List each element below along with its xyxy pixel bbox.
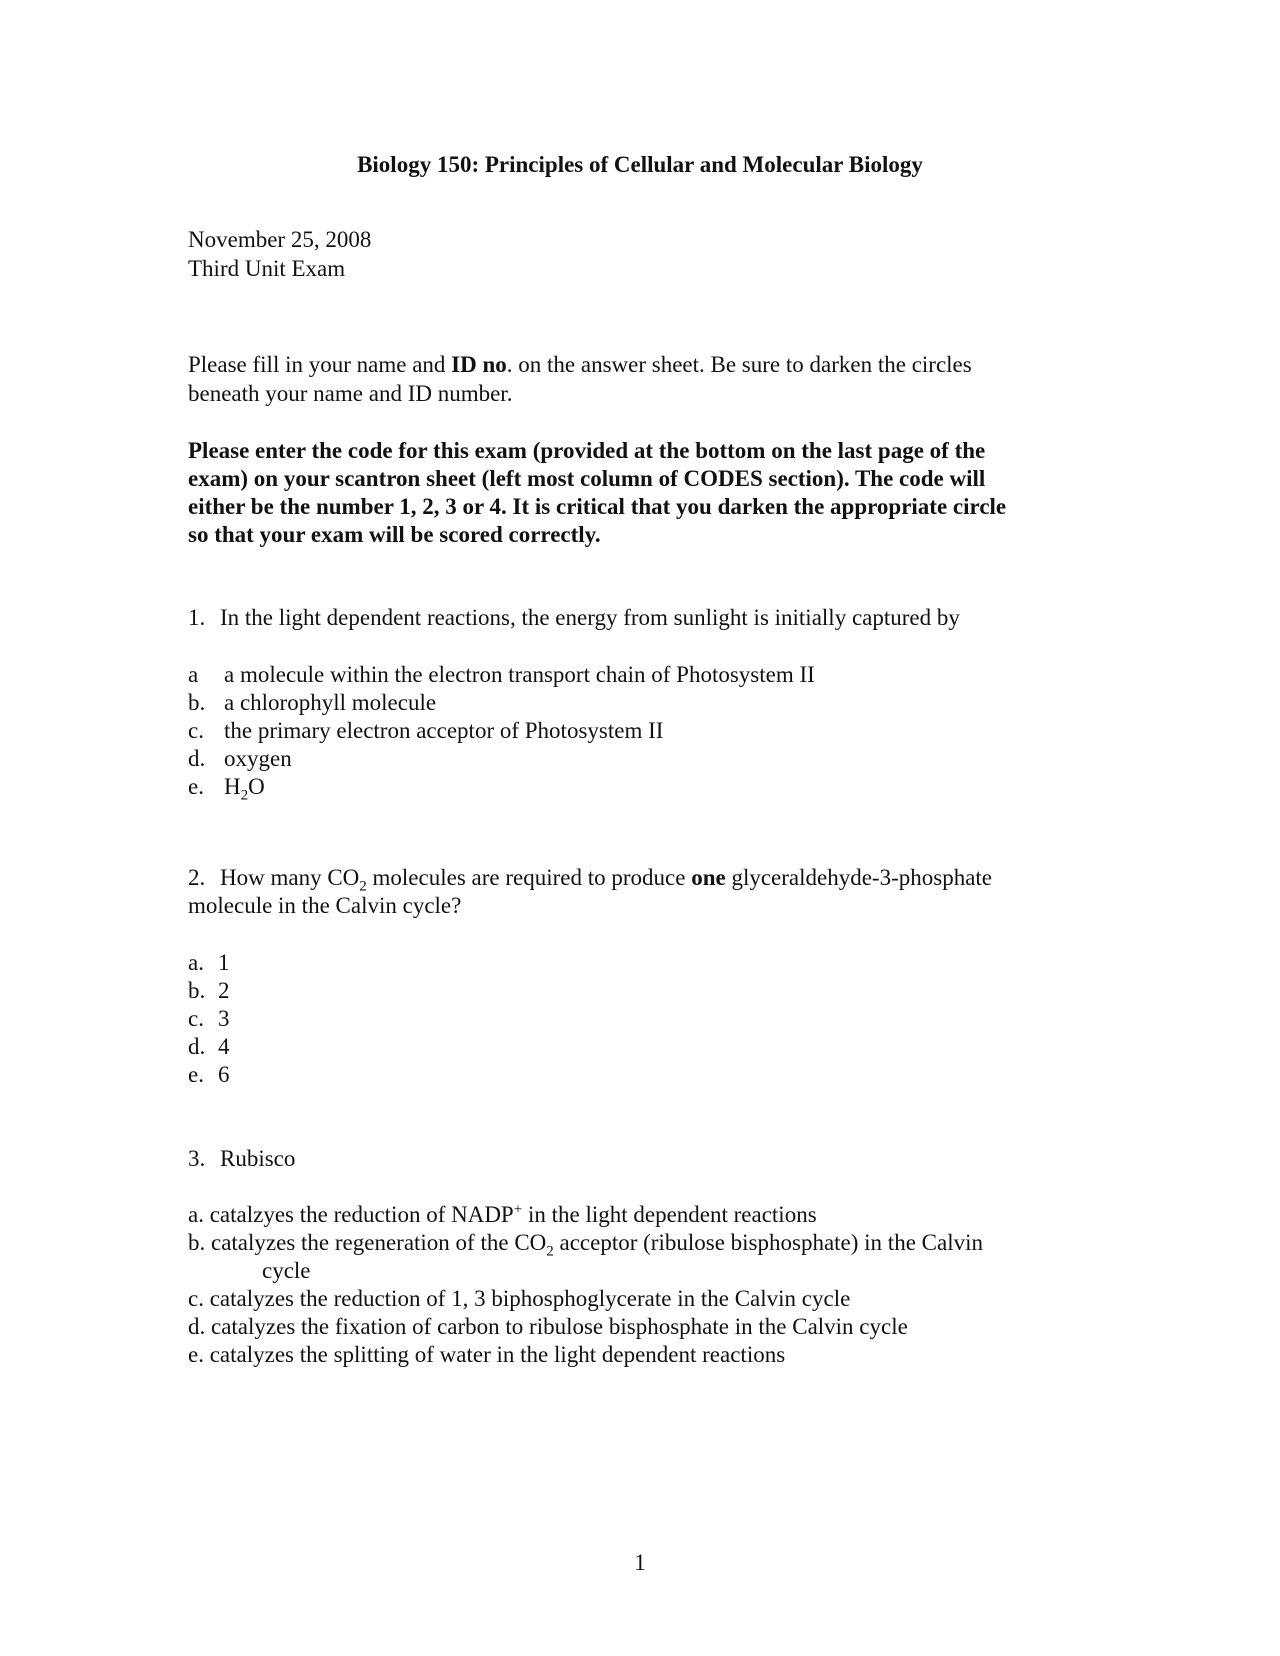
option-text-post: acceptor (ribulose bisphosphate) in the Calvin — [553, 1230, 983, 1255]
option-text: catalyzes the fixation of carbon to ribulose bisphosphate in the Calvin cycle — [211, 1314, 908, 1339]
option-label: b. — [188, 978, 206, 1003]
instruction-bold-id: ID no — [451, 352, 507, 377]
option-3a[interactable] — [188, 1200, 817, 1229]
option-text-sub: 2 — [546, 1243, 554, 1260]
option-text: the primary electron acceptor of Photosystem II — [224, 718, 664, 743]
exam-name: Third Unit Exam — [188, 256, 346, 281]
option-text-post: O — [248, 774, 265, 799]
option-text-sub: 2 — [240, 787, 249, 804]
question-2 — [188, 863, 993, 895]
question-1 — [188, 603, 960, 632]
option-3e[interactable] — [188, 1340, 785, 1369]
instruction-paragraph-1 — [188, 350, 1028, 408]
question-3 — [188, 1144, 295, 1173]
option-text-pre: H — [224, 774, 241, 799]
option-text: 2 — [218, 978, 230, 1003]
instruction-line-4: so that your exam will be scored correctly. — [188, 522, 601, 547]
option-text: oxygen — [224, 746, 292, 771]
option-text-post: in the light dependent reactions — [522, 1202, 817, 1227]
question-number: 3. — [188, 1146, 206, 1171]
option-2d[interactable] — [188, 1032, 230, 1061]
option-label: c. — [188, 1006, 204, 1031]
option-text: catalyzes the reduction of 1, 3 biphosphoglycerate in the Calvin cycle — [209, 1286, 851, 1311]
option-text: 1 — [218, 950, 230, 975]
instruction-text-end: . on the answer sheet. Be sure to darken the circles beneath your name and ID number. — [188, 352, 972, 406]
option-label: a — [188, 662, 199, 687]
option-label: a. — [188, 1202, 204, 1227]
option-3b-continuation: cycle — [262, 1258, 311, 1283]
question-text-sub: 2 — [359, 878, 367, 895]
option-2a[interactable] — [188, 948, 230, 977]
option-text: 4 — [218, 1034, 230, 1059]
option-text-pre: catalyzes the regeneration of the CO — [211, 1230, 547, 1255]
exam-date: November 25, 2008 — [188, 227, 372, 252]
instruction-line-1: Please enter the code for this exam (provided at the bottom on the last page of the — [188, 438, 986, 463]
option-text-pre: catalzyes the reduction of NADP — [209, 1202, 514, 1227]
option-text: 3 — [218, 1006, 230, 1031]
question-text-bold: one — [691, 865, 726, 890]
option-label: b. — [188, 690, 206, 715]
option-3c[interactable] — [188, 1284, 850, 1313]
question-number: 1. — [188, 605, 206, 630]
option-label: d. — [188, 746, 206, 771]
option-1b[interactable] — [188, 688, 436, 717]
option-1c[interactable] — [188, 716, 663, 745]
option-text: 6 — [218, 1062, 230, 1087]
question-text-post: glyceraldehyde-3-phosphate — [725, 865, 993, 890]
option-label: e. — [188, 1062, 204, 1087]
question-number: 2. — [188, 865, 206, 890]
question-text: In the light dependent reactions, the energy from sunlight is initially captured by — [220, 605, 960, 630]
option-label: d. — [188, 1034, 206, 1059]
option-2c[interactable] — [188, 1004, 230, 1033]
option-3d[interactable] — [188, 1312, 908, 1341]
question-text-mid: molecules are required to produce — [366, 865, 692, 890]
instruction-line-3: either be the number 1, 2, 3 or 4. It is critical that you darken the appropriate circle — [188, 494, 1007, 519]
option-label: e. — [188, 774, 204, 799]
instruction-text: Please fill in your name and — [188, 352, 452, 377]
option-text: a chlorophyll molecule — [224, 690, 437, 715]
option-label: b. — [188, 1230, 206, 1255]
question-text: Rubisco — [220, 1146, 296, 1171]
option-3b[interactable] — [188, 1228, 983, 1260]
page-title: Biology 150: Principles of Cellular and Molecular Biology — [357, 152, 923, 177]
option-text-sup: + — [513, 1201, 523, 1218]
option-text: catalyzes the splitting of water in the light dependent reactions — [209, 1342, 786, 1367]
option-label: e. — [188, 1342, 204, 1367]
option-label: c. — [188, 1286, 204, 1311]
option-1d[interactable] — [188, 744, 292, 773]
option-label: c. — [188, 718, 204, 743]
option-1a[interactable] — [188, 660, 815, 689]
question-2-line-2: molecule in the Calvin cycle? — [188, 893, 462, 918]
instruction-line-2: exam) on your scantron sheet (left most column of CODES section). The code will — [188, 466, 986, 491]
option-2b[interactable] — [188, 976, 230, 1005]
option-2e[interactable] — [188, 1060, 230, 1089]
option-label: d. — [188, 1314, 206, 1339]
option-label: a. — [188, 950, 204, 975]
page-number: 1 — [634, 1550, 646, 1575]
question-text-pre: How many CO — [220, 865, 360, 890]
option-1e[interactable] — [188, 772, 265, 804]
option-text: a molecule within the electron transport chain of Photosystem II — [224, 662, 815, 687]
